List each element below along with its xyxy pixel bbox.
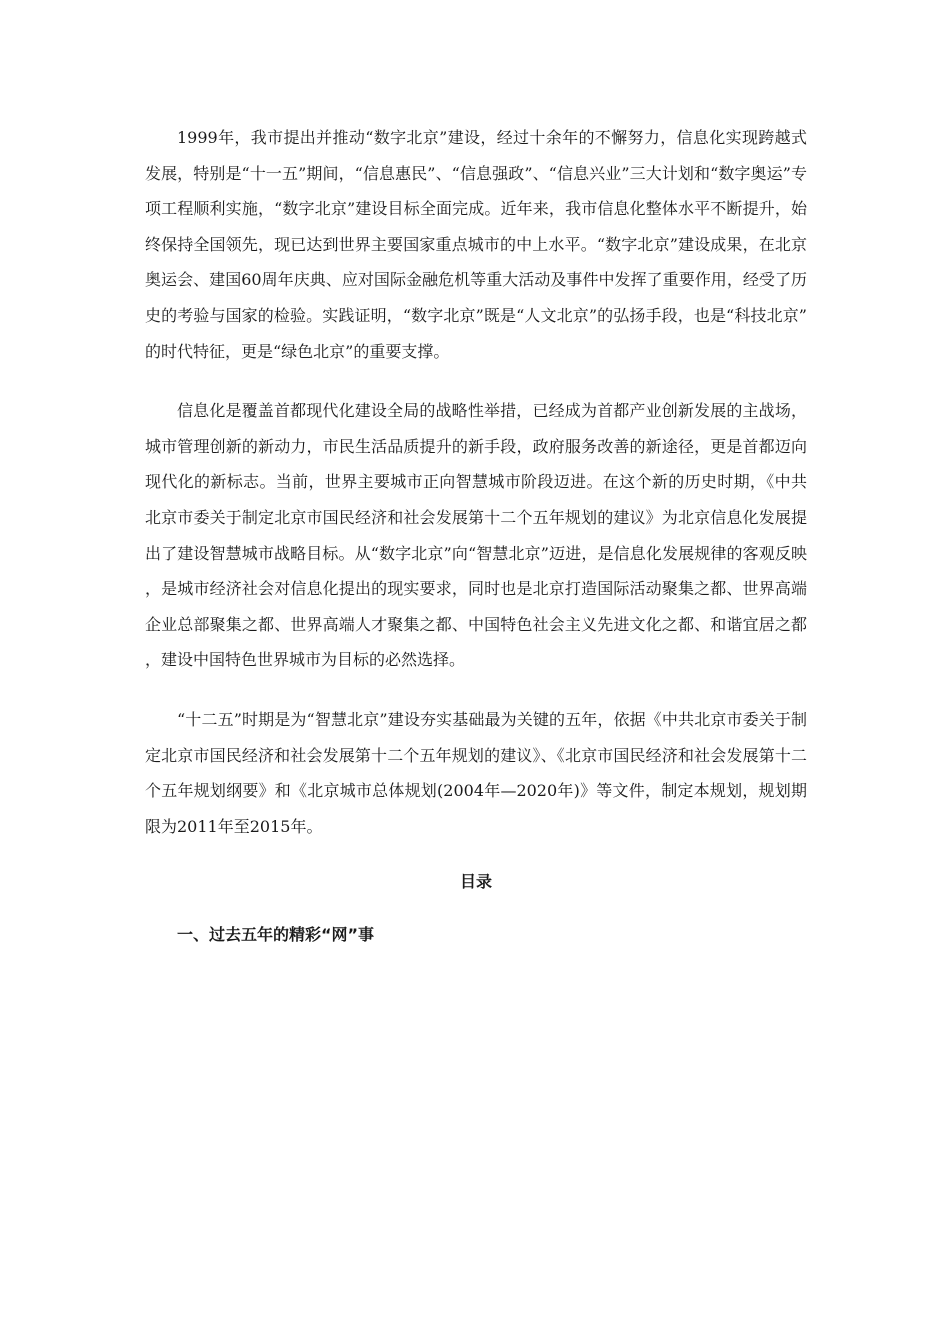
paragraph-twelfth-five-year: “十二五”时期是为“智慧北京”建设夯实基础最为关键的五年，依据《中共北京市委关于制定北京市国民经济和社会发展第十二个五年规划的建议》、《北京市国民经济和社会发展第十二个五年规划纲要》和《北京城市总体规划(2004年—2020年)》等文件，制定本规划，规划期限为2011年至2015年。 (145, 709, 807, 836)
paragraph-informatization: 信息化是覆盖首都现代化建设全局的战略性举措，已经成为首都产业创新发展的主战场，城市管理创新的新动力，市民生活品质提升的新手段，政府服务改善的新途径，更是首都迈向现代化的新标志。当前，世界主要城市正向智慧城市阶段迈进。在这个新的历史时期，《中共北京市委关于制定北京市国民经济和社会发展第十二个五年规划的建议》为北京信息化发展提出了建设智慧城市战略目标。从“数字北京”向“智慧北京”迈进，是信息化发展规律的客观反映，是城市经济社会对信息化提出的现实要求，同时也是北京打造国际活动聚集之都、世界高端企业总部聚集之都、世界高端人才聚集之都、中国特色社会主义先进文化之都、和谐宜居之都，建设中国特色世界城市为目标的必然选择。 (145, 401, 807, 670)
section-heading-past-five-years: 一、过去五年的精彩“网”事 (177, 925, 375, 945)
paragraph-digital-beijing: 1999年，我市提出并推动“数字北京”建设，经过十余年的不懈努力，信息化实现跨越式发展，特别是“十一五”期间，“信息惠民”、“信息强政”、“信息兴业”三大计划和“数字奥运”专项工程顺利实施，“数字北京”建设目标全面完成。近年来，我市信息化整体水平不断提升，始终保持全国领先，现已达到世界主要国家重点城市的中上水平。“数字北京”建设成果，在北京奥运会、建国60周年庆典、应对国际金融危机等重大活动及事件中发挥了重要作用，经受了历史的考验与国家的检验。实践证明，“数字北京”既是“人文北京”的弘扬手段，也是“科技北京”的时代特征，更是“绿色北京”的重要支撑。 (145, 128, 807, 361)
toc-title: 目录 (459, 872, 492, 892)
document-body (145, 120, 807, 952)
